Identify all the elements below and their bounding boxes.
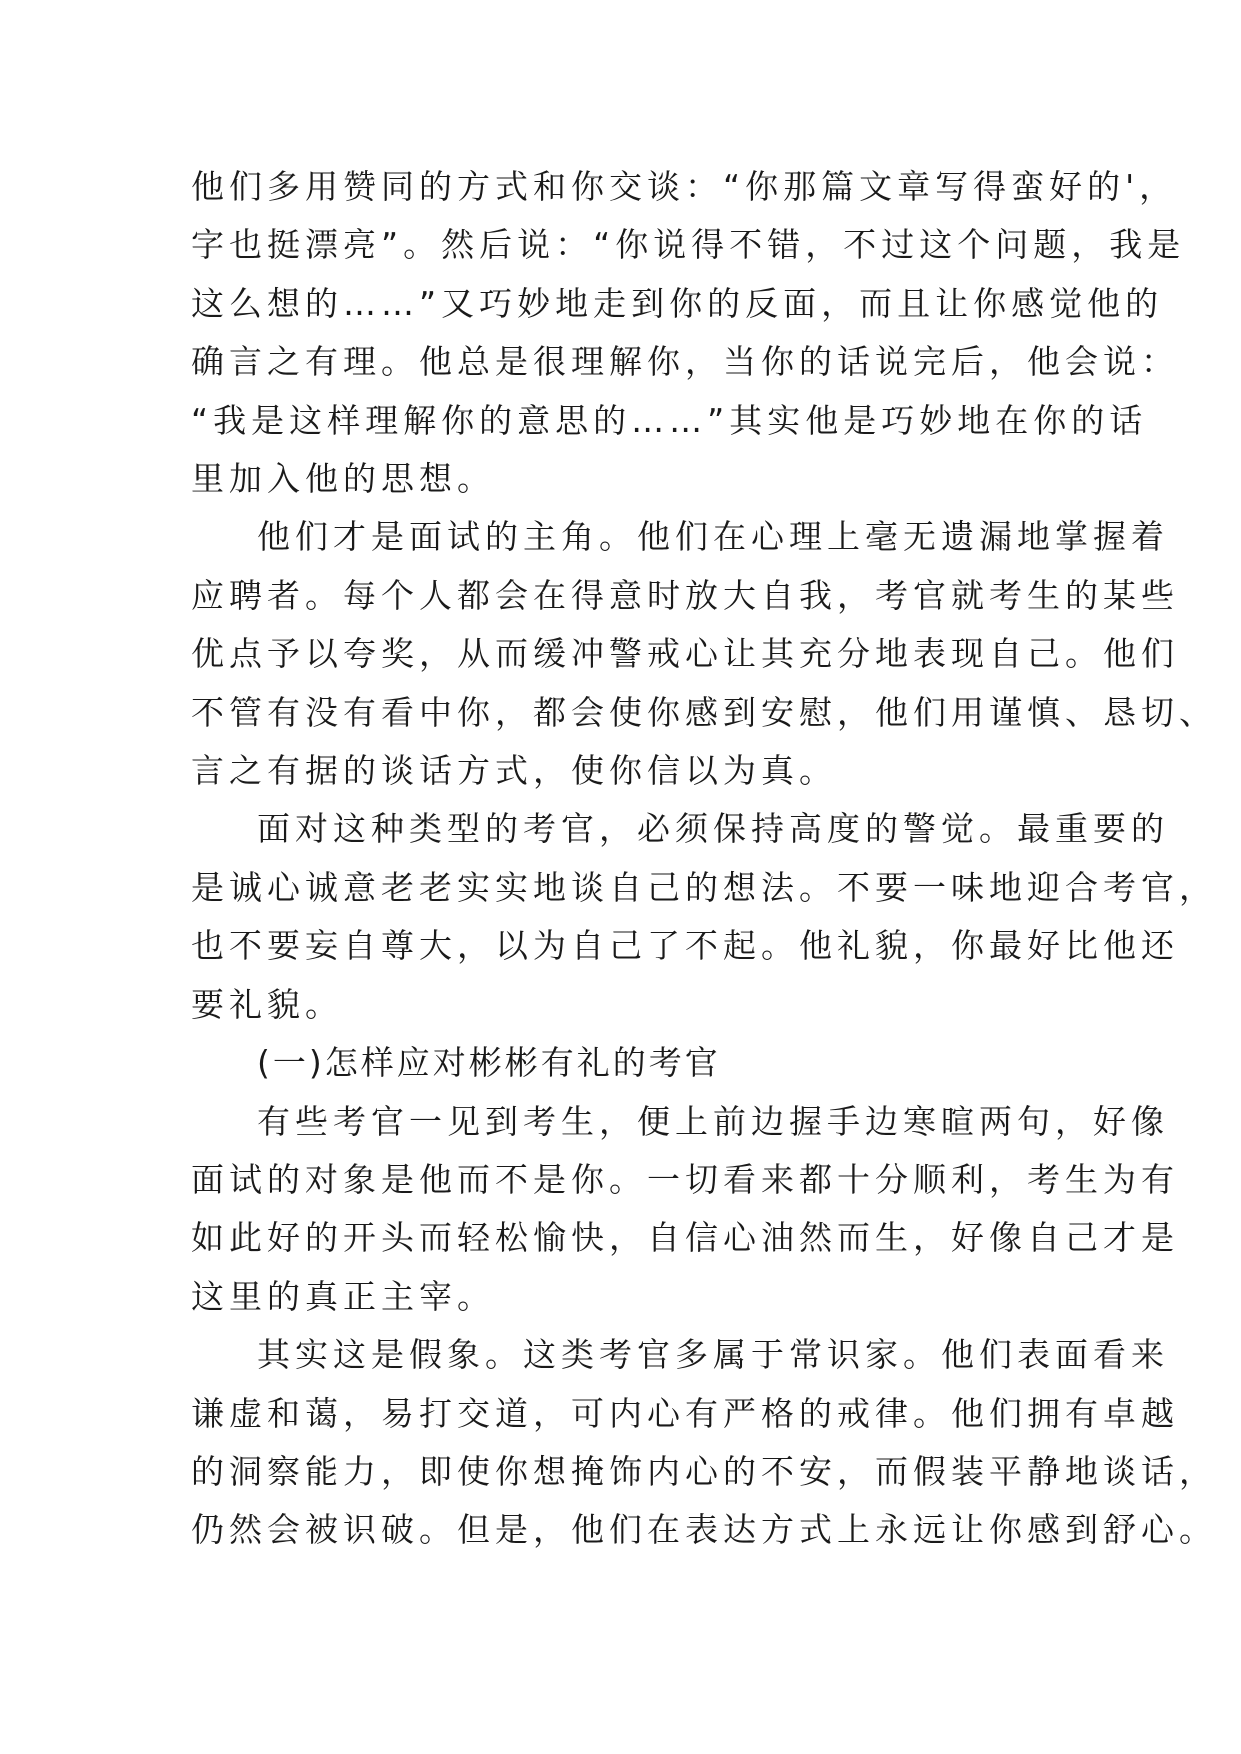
text-line: 优点予以夸奖，从而缓冲警戒心让其充分地表现自己。他们 bbox=[191, 634, 1179, 674]
text-line: 这么想的……”又巧妙地走到你的反面，而且让你感觉他的 bbox=[191, 283, 1164, 323]
text-line: 面对这种类型的考官，必须保持高度的警觉。最重要的 bbox=[257, 809, 1169, 849]
text-line: 应聘者。每个人都会在得意时放大自我，考官就考生的某些 bbox=[191, 575, 1179, 615]
text-line: 言之有据的谈话方式，使你信以为真。 bbox=[191, 751, 837, 791]
text-line: 的洞察能力，即使你想掩饰内心的不安，而假装平静地谈话， bbox=[191, 1451, 1217, 1491]
text-line: 里加入他的思想。 bbox=[191, 459, 495, 499]
text-line: 不管有没有看中你，都会使你感到安慰，他们用谨慎、恳切、 bbox=[191, 692, 1217, 732]
text-line: “我是这样理解你的意思的……”其实他是巧妙地在你的话 bbox=[191, 400, 1148, 440]
text-line: 仍然会被识破。但是，他们在表达方式上永远让你感到舒心。 bbox=[191, 1510, 1217, 1550]
text-line: 字也挺漂亮”。然后说：“你说得不错，不过这个问题，我是 bbox=[191, 225, 1186, 265]
paragraph-6 bbox=[191, 1326, 1217, 1560]
text-line: 如此好的开头而轻松愉快，自信心油然而生，好像自己才是 bbox=[191, 1218, 1179, 1258]
paragraph-3 bbox=[191, 800, 1217, 1034]
text-line: 有些考官一见到考生，便上前边握手边寒暄两句，好像 bbox=[257, 1101, 1169, 1141]
text-line: 要礼貌。 bbox=[191, 984, 343, 1024]
text-line: 他们才是面试的主角。他们在心理上毫无遗漏地掌握着 bbox=[257, 517, 1169, 557]
paragraph-5 bbox=[191, 1093, 1179, 1327]
text-line: 也不要妄自尊大，以为自己了不起。他礼貌，你最好比他还 bbox=[191, 926, 1179, 966]
heading-text: (一)怎样应对彬彬有礼的考官 bbox=[257, 1043, 721, 1083]
section-heading bbox=[191, 1034, 1053, 1092]
paragraph-1 bbox=[191, 158, 1186, 508]
text-line: 谦虚和蔼，易打交道，可内心有严格的戒律。他们拥有卓越 bbox=[191, 1393, 1179, 1433]
document-body bbox=[191, 158, 1217, 1560]
text-line: 面试的对象是他而不是你。一切看来都十分顺利，考生为有 bbox=[191, 1159, 1179, 1199]
text-line: 是诚心诚意老老实实地谈自己的想法。不要一味地迎合考官， bbox=[191, 867, 1217, 907]
text-line: 他们多用赞同的方式和你交谈：“你那篇文章写得蛮好的'， bbox=[191, 167, 1178, 206]
paragraph-2 bbox=[191, 508, 1217, 800]
text-line: 这里的真正主宰。 bbox=[191, 1276, 495, 1316]
text-line: 确言之有理。他总是很理解你，当你的话说完后，他会说： bbox=[191, 342, 1179, 382]
text-line: 其实这是假象。这类考官多属于常识家。他们表面看来 bbox=[257, 1335, 1169, 1375]
